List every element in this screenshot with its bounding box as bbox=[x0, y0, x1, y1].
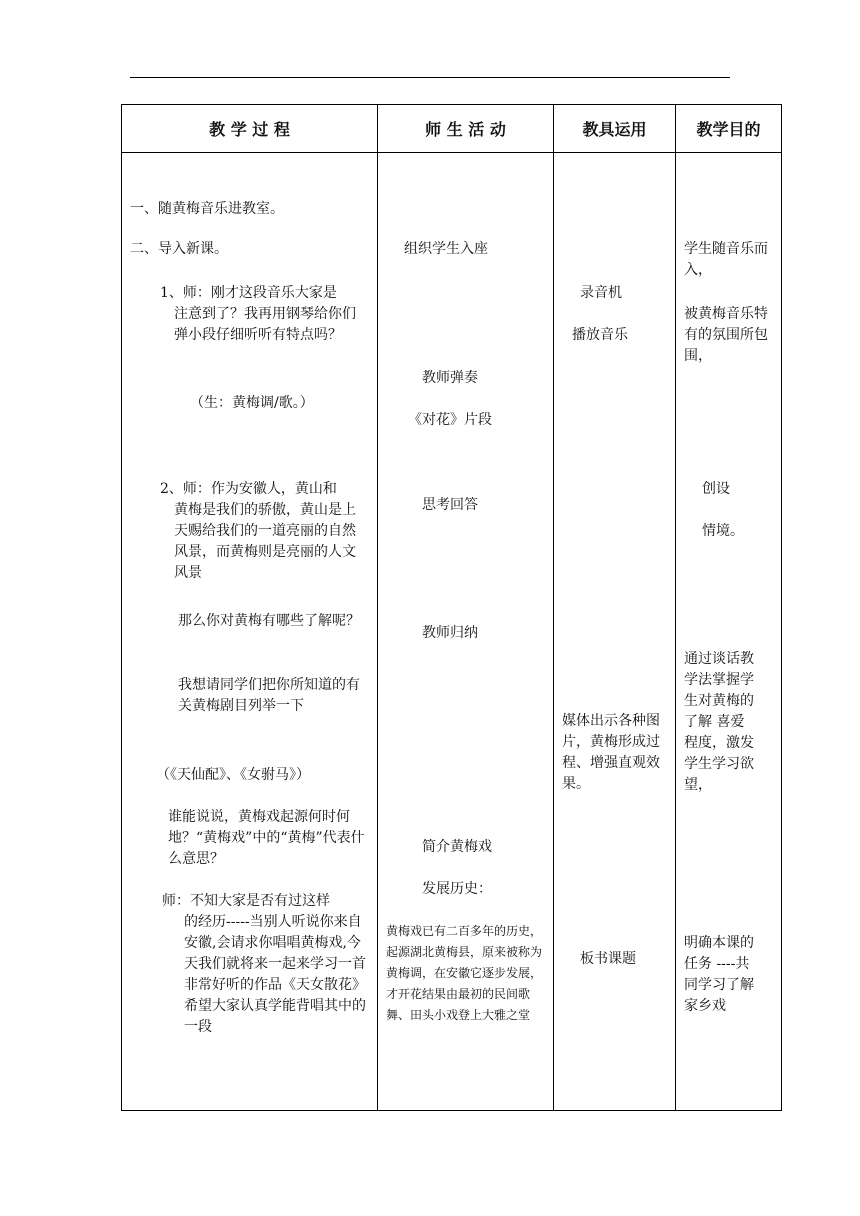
goal-task: 明确本课的任务 ----共同学习了解家乡戏 bbox=[684, 935, 754, 1014]
table-body-row bbox=[122, 153, 782, 1111]
header-teaching-aids: 教具运用 bbox=[554, 105, 676, 153]
aid-media: 媒体出示各种图片，黄梅形成过程、增强直观效果。 bbox=[562, 713, 660, 792]
aid-play-music: 播放音乐 bbox=[572, 327, 628, 343]
goal-situation: 情境。 bbox=[702, 523, 744, 539]
process-student-answer: （生：黄梅调/歌。） bbox=[190, 395, 314, 411]
header-teaching-goal: 教学目的 bbox=[676, 105, 782, 153]
aid-board-title: 板书课题 bbox=[580, 951, 636, 967]
process-item-2-lead: 2、师：作为安徽人，黄山和 bbox=[160, 481, 337, 497]
process-step-1: 一、随黄梅音乐进教室。 bbox=[130, 201, 284, 217]
activity-piano: 教师弹奏 bbox=[422, 370, 478, 386]
goal-create: 创设 bbox=[702, 481, 730, 497]
process-item-1-body: 注意到了？我再用钢琴给你们弹小段仔细听听有特点吗？ bbox=[174, 306, 356, 343]
activity-intro: 简介黄梅戏 bbox=[422, 839, 492, 855]
goal-atmosphere: 被黄梅音乐特有的氛围所包围， bbox=[684, 306, 768, 364]
cell-aids bbox=[554, 153, 676, 1111]
lesson-plan-table bbox=[121, 104, 782, 1111]
process-question-3: 谁能说说，黄梅戏起源何时何地？“黄梅戏”中的“黄梅”代表什么意思？ bbox=[168, 809, 365, 867]
activity-piece: 《对花》片段 bbox=[408, 412, 492, 428]
aid-recorder: 录音机 bbox=[580, 285, 622, 301]
process-repertoire: （《天仙配》、《女驸马》） bbox=[156, 767, 310, 783]
cell-teaching-process bbox=[122, 153, 378, 1111]
process-item-2-body: 黄梅是我们的骄傲，黄山是上天赐给我们的一道亮丽的自然风景，而黄梅则是亮丽的人文风景 bbox=[174, 502, 356, 581]
process-item-3-lead: 师：不知大家是否有过这样 bbox=[162, 893, 330, 909]
header-rule bbox=[130, 77, 730, 78]
activity-answer: 思考回答 bbox=[422, 497, 478, 513]
activity-summary: 教师归纳 bbox=[422, 625, 478, 641]
activity-seat: 组织学生入座 bbox=[404, 241, 488, 257]
activity-history-title: 发展历史： bbox=[422, 881, 492, 897]
process-question-1: 那么你对黄梅有哪些了解呢？ bbox=[178, 613, 360, 629]
process-item-3-body: 的经历-----当别人听说你来自安徽,会请求你唱唱黄梅戏,今天我们就将来一起来学习一首非常好听的作品《天女散花》希望大家认真学能背唱其中的一段 bbox=[184, 914, 366, 1035]
process-step-2: 二、导入新课。 bbox=[130, 241, 228, 257]
header-teacher-student-activity: 师 生 活 动 bbox=[378, 105, 554, 153]
table-header-row bbox=[122, 105, 782, 153]
process-question-2: 我想请同学们把你所知道的有关黄梅剧目列举一下 bbox=[178, 677, 360, 714]
goal-enter: 学生随音乐而入， bbox=[684, 241, 768, 278]
process-item-1-lead: 1、师：刚才这段音乐大家是 bbox=[160, 285, 337, 301]
header-teaching-process: 教 学 过 程 bbox=[122, 105, 378, 153]
goal-understanding: 通过谈话教学法掌握学生对黄梅的了解 喜爱程度，激发学生学习欲望， bbox=[684, 651, 754, 793]
cell-activity bbox=[378, 153, 554, 1111]
cell-goals bbox=[676, 153, 782, 1111]
activity-history-text: 黄梅戏已有二百多年的历史，起源湖北黄梅县，原来被称为黄梅调，在安徽它逐步发展，才开花结果由最初的民间歌舞、田头小戏登上大雅之堂 bbox=[386, 924, 543, 1022]
